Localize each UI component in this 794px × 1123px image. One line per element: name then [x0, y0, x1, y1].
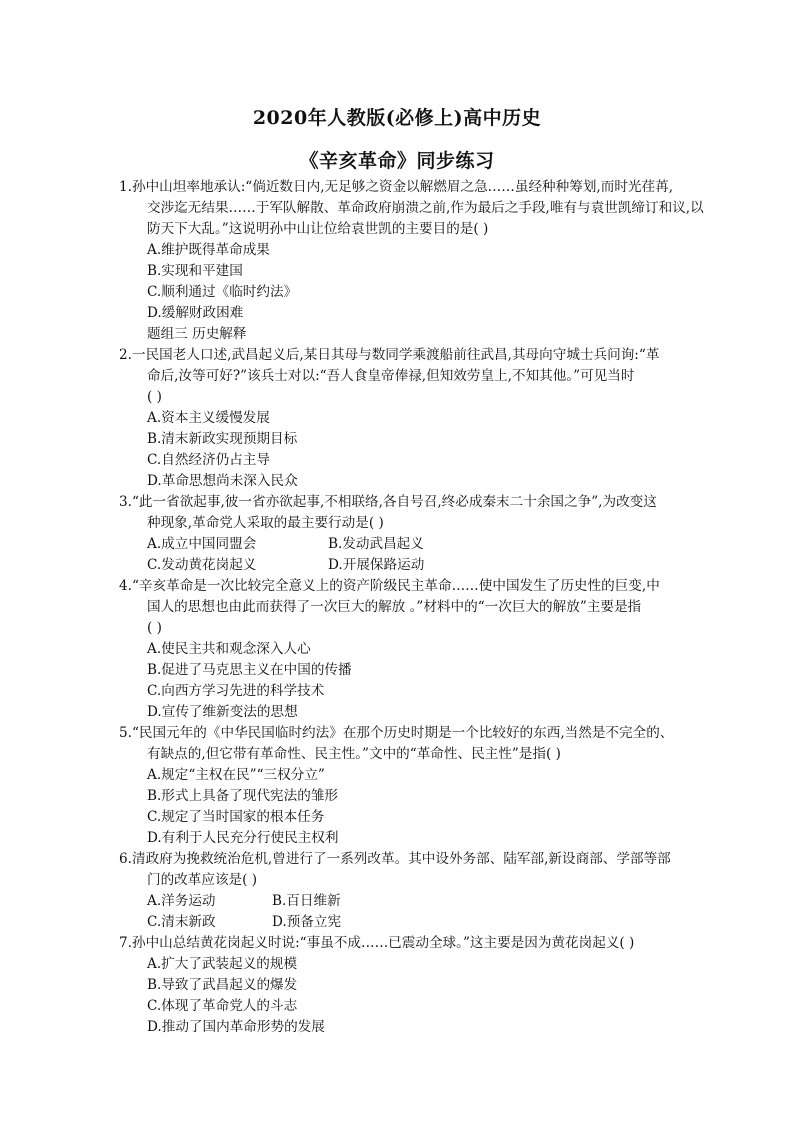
q2-option-b: B.清末新政实现预期目标 [147, 431, 298, 447]
q6-stem-line: 门的改革应该是( ) [147, 872, 258, 888]
q3-option-d: D.开展保路运动 [328, 557, 425, 573]
q6-option-b: B.百日维新 [272, 893, 341, 909]
q5-option-c: C.规定了当时国家的根本任务 [147, 809, 325, 825]
q4-option-a: A.使民主共和观念深入人心 [147, 641, 311, 657]
q7-option-a: A.扩大了武装起义的规模 [147, 956, 298, 972]
q4-stem-line: ( ) [147, 620, 162, 636]
q7-stem-line: 7.孙中山总结黄花岗起义时说:“事虽不成……已震动全球。”这主要是因为黄花岗起义( ) [119, 935, 635, 951]
q5-option-a: A.规定“主权在民”“三权分立” [147, 767, 325, 783]
q6-stem-line: 6.清政府为挽救统治危机,曾进行了一系列改革。其中设外务部、陆军部,新设商部、学部等部 [119, 851, 671, 867]
group-heading: 题组三 历史解释 [147, 326, 247, 342]
q5-option-d: D.有利于人民充分行使民主权利 [147, 830, 339, 846]
q2-stem-line: 命后,汝等可好?”该兵士对以:“吾人食皇帝俸禄,但知效劳皇上,不知其他。”可见当时 [147, 368, 635, 384]
q4-option-c: C.向西方学习先进的科学技术 [147, 683, 325, 699]
q1-option-c: C.顺利通过《临时约法》 [147, 284, 298, 300]
q3-stem-line: 种现象,革命党人采取的最主要行动是( ) [147, 515, 384, 531]
q1-option-b: B.实现和平建国 [147, 263, 243, 279]
q4-stem-line: 国人的思想也由此而获得了一次巨大的解放 。”材料中的“一次巨大的解放”主要是指 [147, 599, 642, 615]
q6-option-c: C.清末新政 [147, 914, 216, 930]
q2-stem-line: ( ) [147, 389, 162, 405]
q7-option-d: D.推动了国内革命形势的发展 [147, 1019, 325, 1035]
q1-stem-line: 交涉迄无结果……于军队解散、革命政府崩溃之前,作为最后之手段,唯有与袁世凯缔订和议,以 [147, 200, 704, 216]
q1-stem-line: 1.孙中山坦率地承认:“倘近数日内,无足够之资金以解燃眉之急……虽经种种筹划,而时光荏苒, [119, 179, 674, 195]
q4-option-d: D.宣传了维新变法的思想 [147, 704, 298, 720]
q5-stem-line: 5.“民国元年的《中华民国临时约法》在那个历史时期是一个比较好的东西,当然是不完全的、 [119, 725, 674, 741]
q7-option-c: C.体现了革命党人的斗志 [147, 998, 298, 1014]
q2-option-a: A.资本主义缓慢发展 [147, 410, 270, 426]
q2-stem-line: 2.一民国老人口述,武昌起义后,某日其母与数同学乘渡船前往武昌,其母向守城士兵问询:“革 [119, 347, 660, 363]
q5-option-b: B.形式上具备了现代宪法的雏形 [147, 788, 339, 804]
q4-stem-line: 4.“辛亥革命是一次比较完全意义上的资产阶级民主革命……使中国发生了历史性的巨变,中 [119, 578, 660, 594]
document-title: 2020年人教版(必修上)高中历史 [252, 107, 542, 129]
document-subtitle: 《辛亥革命》同步练习 [299, 150, 495, 172]
q2-option-d: D.革命思想尚未深入民众 [147, 473, 298, 489]
q5-stem-line: 有缺点的,但它带有革命性、民主性。”文中的“革命性、民主性”是指( ) [147, 746, 561, 762]
q1-stem-line: 防天下大乱。”这说明孙中山让位给袁世凯的主要目的是( ) [147, 221, 489, 237]
q3-option-b: B.发动武昌起义 [328, 536, 424, 552]
q7-option-b: B.导致了武昌起义的爆发 [147, 977, 298, 993]
q3-option-c: C.发动黄花岗起义 [147, 557, 257, 573]
q1-option-a: A.维护既得革命成果 [147, 242, 270, 258]
q1-option-d: D.缓解财政困难 [147, 305, 244, 321]
q3-option-a: A.成立中国同盟会 [147, 536, 257, 552]
q2-option-c: C.自然经济仍占主导 [147, 452, 270, 468]
q6-option-a: A.洋务运动 [147, 893, 216, 909]
q6-option-d: D.预备立宪 [272, 914, 342, 930]
q3-stem-line: 3.“此一省欲起事,彼一省亦欲起事,不相联络,各自号召,终必成秦末二十余国之争”,为改变这 [119, 494, 657, 510]
q4-option-b: B.促进了马克思主义在中国的传播 [147, 662, 352, 678]
